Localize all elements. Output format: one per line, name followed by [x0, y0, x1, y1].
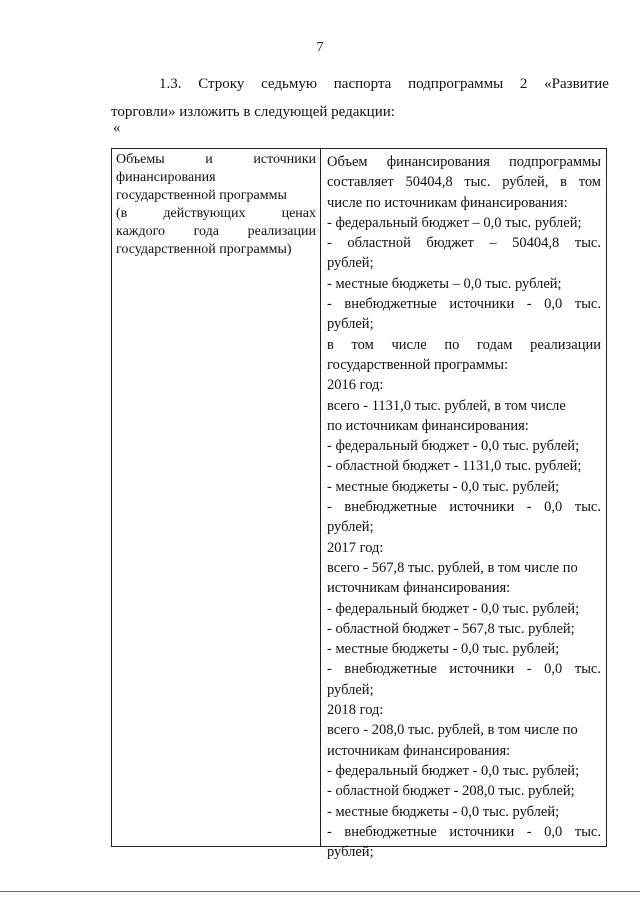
funding-text-line: 2016 год:	[327, 377, 384, 394]
funding-text-line: Объем финансирования подпрограммы	[327, 154, 601, 170]
funding-text-line: рублей;	[327, 316, 374, 333]
funding-text-line: - местные бюджеты - 0,0 тыс. рублей;	[327, 478, 560, 495]
label-text-line: (в действующих ценах	[116, 206, 316, 221]
funding-text-line: - областной бюджет - 1131,0 тыс. рублей;	[327, 458, 582, 475]
funding-text-line: - внебюджетные источники - 0,0 тыс.	[327, 296, 601, 313]
funding-text-line: рублей;	[327, 681, 374, 698]
intro-word: «Развитие	[544, 76, 609, 92]
funding-text-line: - местные бюджеты – 0,0 тыс. рублей;	[327, 275, 562, 292]
funding-text-line: - областной бюджет – 50404,8 тыс.	[327, 235, 601, 252]
page-number: 7	[316, 40, 324, 55]
passport-table	[111, 148, 607, 861]
funding-text-line: источникам финансирования:	[327, 742, 511, 759]
funding-text-line: рублей;	[327, 844, 374, 861]
table-cell-value	[321, 149, 606, 861]
funding-text-line: - федеральный бюджет – 0,0 тыс. рублей;	[327, 214, 582, 231]
funding-text-line: 2018 год:	[327, 702, 384, 719]
label-text-line: Объемы и источники	[116, 152, 316, 167]
funding-text-line: - внебюджетные источники - 0,0 тыс.	[327, 499, 601, 516]
funding-text-line: всего - 208,0 тыс. рублей, в том числе по	[327, 722, 578, 739]
funding-text-line: государственной программы:	[327, 356, 508, 373]
intro-paragraph	[113, 70, 609, 126]
funding-text-line: 2017 год:	[327, 539, 384, 556]
funding-text-line: рублей;	[327, 519, 374, 536]
funding-text-line: - областной бюджет - 208,0 тыс. рублей;	[327, 783, 575, 800]
funding-text-line: - внебюджетные источники - 0,0 тыс.	[327, 823, 601, 840]
opening-quote-mark: «	[113, 120, 121, 136]
intro-word: подпрограммы	[408, 76, 504, 92]
intro-word: 1.3.	[159, 76, 182, 92]
label-text-line: каждого года реализации	[116, 224, 316, 239]
funding-text-line: - федеральный бюджет - 0,0 тыс. рублей;	[327, 762, 580, 779]
funding-text-line: - федеральный бюджет - 0,0 тыс. рублей;	[327, 600, 580, 617]
funding-text-line: - федеральный бюджет - 0,0 тыс. рублей;	[327, 438, 580, 455]
funding-text-line: по источникам финансирования:	[327, 417, 529, 434]
funding-text-line: числе по источникам финансирования:	[327, 194, 568, 211]
funding-text-line: всего - 1131,0 тыс. рублей, в том числе	[327, 397, 566, 414]
funding-text-line: - областной бюджет - 567,8 тыс. рублей;	[327, 620, 575, 637]
funding-text-line: составляет 50404,8 тыс. рублей, в том	[327, 174, 601, 191]
funding-text-line: всего - 567,8 тыс. рублей, в том числе по	[327, 559, 578, 576]
funding-text-line: в том числе по годам реализации	[327, 336, 601, 353]
page-bottom-divider	[0, 891, 640, 892]
intro-line-2: торговли» изложить в следующей редакции:	[111, 104, 395, 120]
intro-line-1	[113, 70, 609, 98]
funding-text-line: - местные бюджеты - 0,0 тыс. рублей;	[327, 641, 560, 658]
intro-word: паспорта	[333, 76, 392, 92]
intro-word: 2	[519, 76, 528, 92]
funding-text-line: - местные бюджеты - 0,0 тыс. рублей;	[327, 803, 560, 820]
intro-word: Строку	[198, 76, 245, 92]
label-text-line: государственной программы	[116, 188, 287, 203]
table-cell-label	[112, 149, 321, 846]
funding-text-line: источникам финансирования:	[327, 580, 511, 597]
intro-word: седьмую	[261, 76, 318, 92]
funding-text-line: рублей;	[327, 255, 374, 272]
label-text-line: финансирования	[116, 170, 216, 185]
label-text-line: государственной программы)	[116, 242, 292, 257]
funding-text-line: - внебюджетные источники - 0,0 тыс.	[327, 661, 601, 678]
